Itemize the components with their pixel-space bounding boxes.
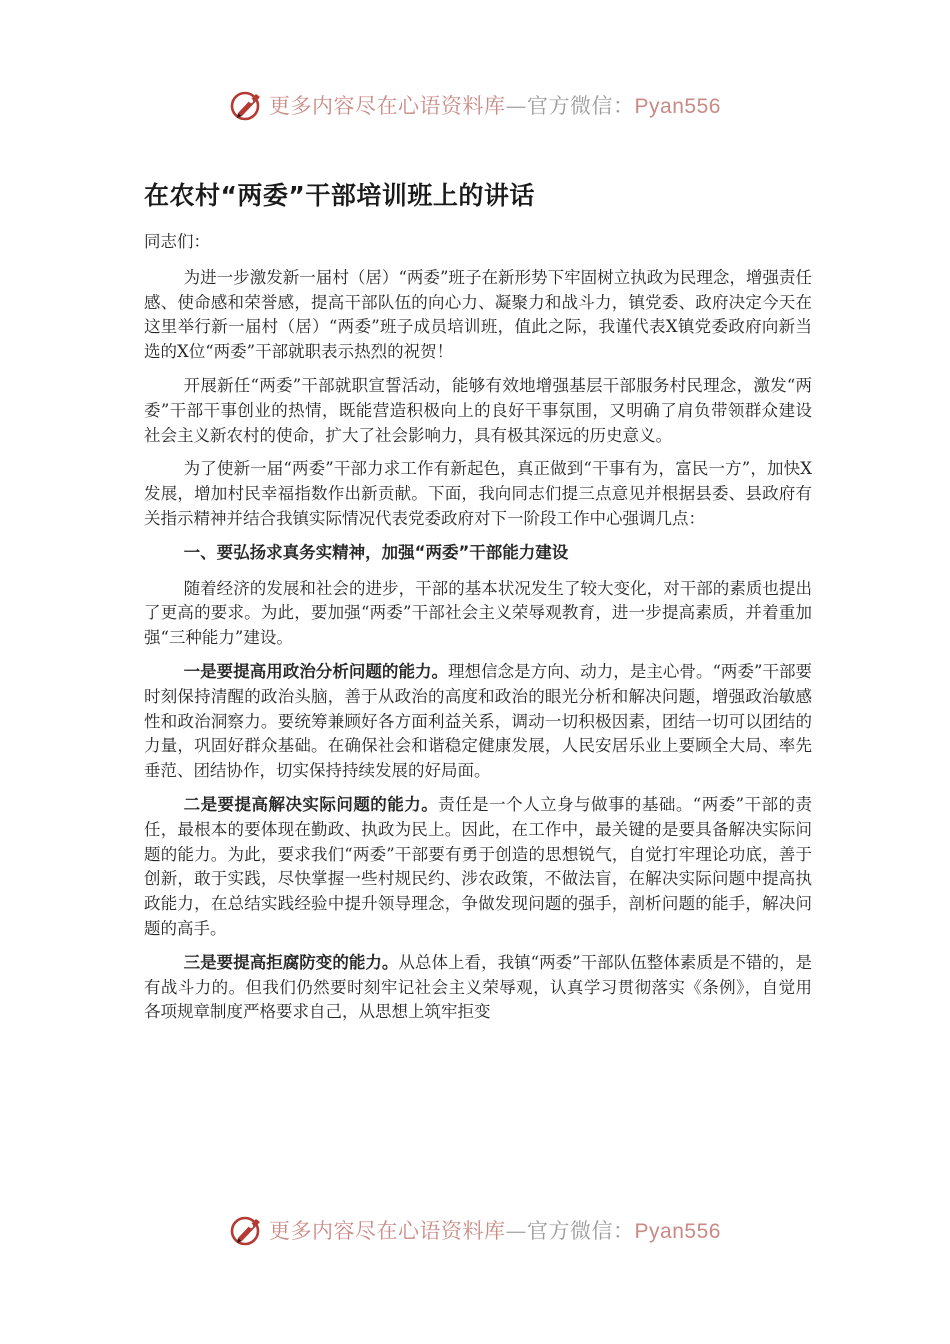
watermark-text [269,1215,721,1245]
paragraph-significance: 开展新任“两委”干部就职宣誓活动，能够有效地增强基层干部服务村民理念，激发“两委”干部干事创业的热情，既能营造积极向上的良好干事氛围，又明确了肩负带领群众建设社会主义新农村的使命，扩大了社会影响力，具有极其深远的历史意义。 [144,375,812,445]
watermark-label: 官方微信： [527,1219,635,1243]
point-paragraph [144,793,812,942]
point-lead: 二是要提高解决实际问题的能力。 [183,794,439,814]
watermark-text [269,90,721,120]
pen-logo-icon [229,1212,265,1248]
section-heading: 一、要弘扬求真务实精神，加强“两委”干部能力建设 [183,542,569,562]
point-lead: 一是要提高用政治分析问题的能力。 [183,661,449,681]
point-paragraph [144,951,812,1025]
point-lead: 三是要提高拒腐防变的能力。 [183,952,399,972]
point-paragraph [144,660,812,784]
point-text: 理想信念是方向、动力，是主心骨。“两委”干部要时刻保持清醒的政治头脑，善于从政治的高度和政治的眼光分析和解决问题，增强政治敏感性和政治洞察力。要统筹兼顾好各方面利益关系，调动一切积极因素，团结一切可以团结的力量，巩固好群众基础。在确保社会和谐稳定健康发展，人民安居乐业上要顾全大局、率先垂范、团结协作，切实保持持续发展的好局面。 [144,661,812,781]
point-text: 责任是一个人立身与做事的基础。“两委”干部的责任，最根本的要体现在勤政、执政为民上。因此，在工作中，最关键的是要具备解决实际问题的能力。为此，要求我们“两委”干部要有勇于创造的思想锐气，自觉打牢理论功底，善于创新，敢于实践，尽快掌握一些村规民约、涉农政策，不做法盲，在解决实际问题中提高执政能力，在总结实践经验中提升领导理念，争做发现问题的强手，剖析问题的能手，解决问题的高手。 [144,794,812,938]
watermark-brand: 更多内容尽在心语资料库 [269,94,506,118]
document-title: 在农村“两委”干部培训班上的讲话 [144,181,535,210]
watermark-account: Pyan556 [634,95,721,118]
watermark-banner-top [0,83,950,127]
greeting: 同志们： [144,232,210,251]
paragraph-intro: 为进一步激发新一届村（居）“两委”班子在新形势下牢固树立执政为民理念，增强责任感、使命感和荣誉感，提高干部队伍的向心力、凝聚力和战斗力，镇党委、政府决定今天在这里举行新一届村（居）“两委”班子成员培训班，值此之际，我谨代表X镇党委政府向新当选的X位“两委”干部就职表示热烈的祝贺！ [144,267,812,362]
document-body [144,230,812,1034]
watermark-label: 官方微信： [527,94,635,118]
pen-logo-icon [229,87,265,123]
section-intro: 随着经济的发展和社会的进步，干部的基本状况发生了较大变化，对干部的素质也提出了更高的要求。为此，要加强“两委”干部社会主义荣辱观教育，进一步提高素质，并着重加强“三种能力”建设。 [144,578,812,648]
watermark-account: Pyan556 [634,1220,721,1243]
paragraph-outline: 为了使新一届“两委”干部力求工作有新起色，真正做到“干事有为，富民一方”，加快X发展，增加村民幸福指数作出新贡献。下面，我向同志们提三点意见并根据县委、县政府有关指示精神并结合我镇实际情况代表党委政府对下一阶段工作中心强调几点： [144,459,812,528]
watermark-separator: — [505,94,528,118]
point-text: 从总体上看，我镇“两委”干部队伍整体素质是不错的，是有战斗力的。但我们仍然要时刻牢记社会主义荣辱观，认真学习贯彻落实《条例》，自觉用各项规章制度严格要求自己，从思想上筑牢拒变 [144,952,813,1022]
watermark-separator: — [505,1219,528,1243]
watermark-banner-bottom [0,1208,950,1252]
watermark-brand: 更多内容尽在心语资料库 [269,1219,506,1243]
